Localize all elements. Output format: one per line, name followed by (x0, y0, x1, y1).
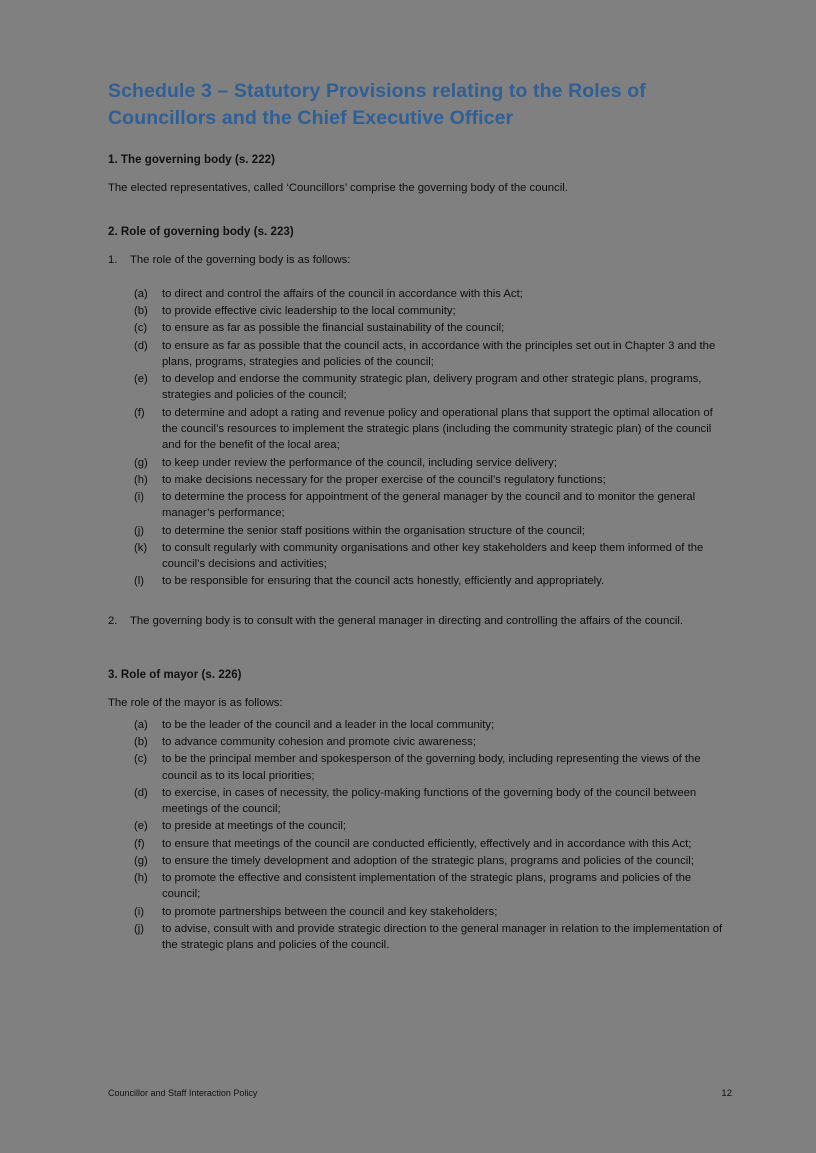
footer-page-number: 12 (721, 1088, 732, 1099)
list-item-label: (i) (134, 905, 145, 918)
list-item (130, 853, 732, 869)
footer-document-name: Councillor and Staff Interaction Policy (108, 1088, 258, 1098)
list-item-label: (b) (134, 305, 148, 318)
list-item (130, 303, 732, 319)
clause-2-number: 2. (108, 614, 118, 627)
list-item (130, 405, 732, 454)
clause-1 (108, 252, 732, 268)
section-heading-governing-body: 1. The governing body (s. 222) (108, 153, 276, 166)
list-item-text: to ensure as far as possible the financial sustainability of the council; (162, 322, 505, 335)
list-item-text: to develop and endorse the community strategic plan, delivery program and other strategic plans, programs, strategies and policies of the council; (162, 373, 702, 402)
list-item-text: to ensure that meetings of the council are conducted efficiently, effectively and in accordance with this Act; (162, 837, 692, 850)
list-item-label: (b) (134, 735, 148, 748)
list-item (130, 338, 732, 371)
list-item (130, 371, 732, 404)
clause-2-text: The governing body is to consult with the general manager in directing and controlling the affairs of the council. (130, 614, 684, 627)
list-item-label: (a) (134, 718, 148, 731)
list-item-label: (j) (134, 524, 145, 537)
list-item-label: (e) (134, 373, 148, 386)
clause-1-text: The role of the governing body is as follows: (130, 253, 351, 266)
list-item-text: to advise, consult with and provide strategic direction to the general manager in relation to the implementation of the strategic plans and policies of the council. (162, 922, 723, 952)
list-item-label: (a) (134, 287, 148, 300)
list-item-text: to determine the senior staff positions within the organisation structure of the council; (162, 524, 586, 537)
list-item-text: to be the principal member and spokesperson of the governing body, including representing the views of the council as to its local priorities; (162, 753, 701, 782)
list-item (130, 818, 732, 834)
list-item-label: (l) (134, 575, 145, 588)
list-item-text: to determine the process for appointment of the general manager by the council and to monitor the general manager’s performance; (162, 491, 696, 520)
list-item-label: (j) (134, 922, 145, 935)
page-footer (108, 1088, 732, 1099)
list-item (130, 785, 732, 818)
section-intro-role-of-mayor: The role of the mayor is as follows: (108, 696, 283, 709)
list-item-text: to direct and control the affairs of the council in accordance with this Act; (162, 287, 523, 300)
section-intro-governing-body: The elected representatives, called ‘Councillors’ comprise the governing body of the council. (108, 181, 568, 194)
list-item-text: to promote partnerships between the council and key stakeholders; (162, 905, 498, 918)
list-item-text: to determine and adopt a rating and revenue policy and operational plans that support the optimal allocation of the council’s resources to implement the strategic plans (including the community strategic plan) of the council and for the benefit of the local area; (162, 406, 713, 452)
list-item-label: (h) (134, 872, 148, 885)
mayor-role-list (130, 717, 732, 954)
page-content (108, 78, 732, 954)
governing-body-list (130, 286, 732, 590)
list-item (130, 836, 732, 852)
list-item (130, 717, 732, 733)
list-item (130, 540, 732, 573)
list-item (130, 455, 732, 471)
list-item (130, 489, 732, 522)
list-item-label: (f) (134, 837, 145, 850)
list-item-text: to be the leader of the council and a leader in the local community; (162, 718, 495, 731)
list-item (130, 320, 732, 336)
list-item (130, 921, 732, 954)
list-item (130, 523, 732, 539)
list-item (130, 870, 732, 903)
clause-1-number: 1. (108, 253, 118, 266)
list-item (130, 751, 732, 784)
list-item (130, 472, 732, 488)
list-item-text: to advance community cohesion and promote civic awareness; (162, 735, 476, 748)
list-item-label: (f) (134, 406, 145, 419)
list-item-text: to ensure the timely development and adoption of the strategic plans, programs and policies of the council; (162, 854, 694, 867)
section-heading-role-of-governing-body: 2. Role of governing body (s. 223) (108, 225, 294, 238)
list-item-text: to exercise, in cases of necessity, the policy-making functions of the governing body of the council between meetings of the council; (162, 786, 697, 816)
list-item-label: (c) (134, 322, 148, 335)
list-item-text: to keep under review the performance of the council, including service delivery; (162, 456, 557, 469)
clause-2 (108, 613, 732, 629)
list-item-label: (i) (134, 491, 145, 504)
list-item-text: to provide effective civic leadership to the local community; (162, 305, 456, 318)
list-item-text: to consult regularly with community organisations and other key stakeholders and keep them informed of the council’s decisions and activities; (162, 541, 704, 571)
list-item-label: (g) (134, 456, 148, 469)
page-title: Schedule 3 – Statutory Provisions relating to the Roles of Councillors and the Chief Executive Officer (108, 80, 646, 129)
list-item-text: to promote the effective and consistent implementation of the strategic plans, programs and policies of the council; (162, 872, 692, 901)
list-item-label: (g) (134, 854, 148, 867)
list-item-text: to make decisions necessary for the proper exercise of the council’s regulatory functions; (162, 473, 606, 486)
list-item (130, 573, 732, 589)
list-item-label: (d) (134, 339, 148, 352)
list-item (130, 286, 732, 302)
section-heading-role-of-mayor: 3. Role of mayor (s. 226) (108, 668, 242, 681)
list-item-label: (c) (134, 753, 148, 766)
list-item (130, 904, 732, 920)
list-item-label: (h) (134, 473, 148, 486)
list-item-text: to ensure as far as possible that the council acts, in accordance with the principles set out in Chapter 3 and the plans, programs, strategies and policies of the council; (162, 339, 716, 368)
list-item-label: (k) (134, 541, 148, 554)
list-item (130, 734, 732, 750)
list-item-text: to preside at meetings of the council; (162, 820, 346, 833)
list-item-label: (d) (134, 786, 148, 799)
list-item-text: to be responsible for ensuring that the council acts honestly, efficiently and appropriately. (162, 575, 605, 588)
list-item-label: (e) (134, 820, 148, 833)
